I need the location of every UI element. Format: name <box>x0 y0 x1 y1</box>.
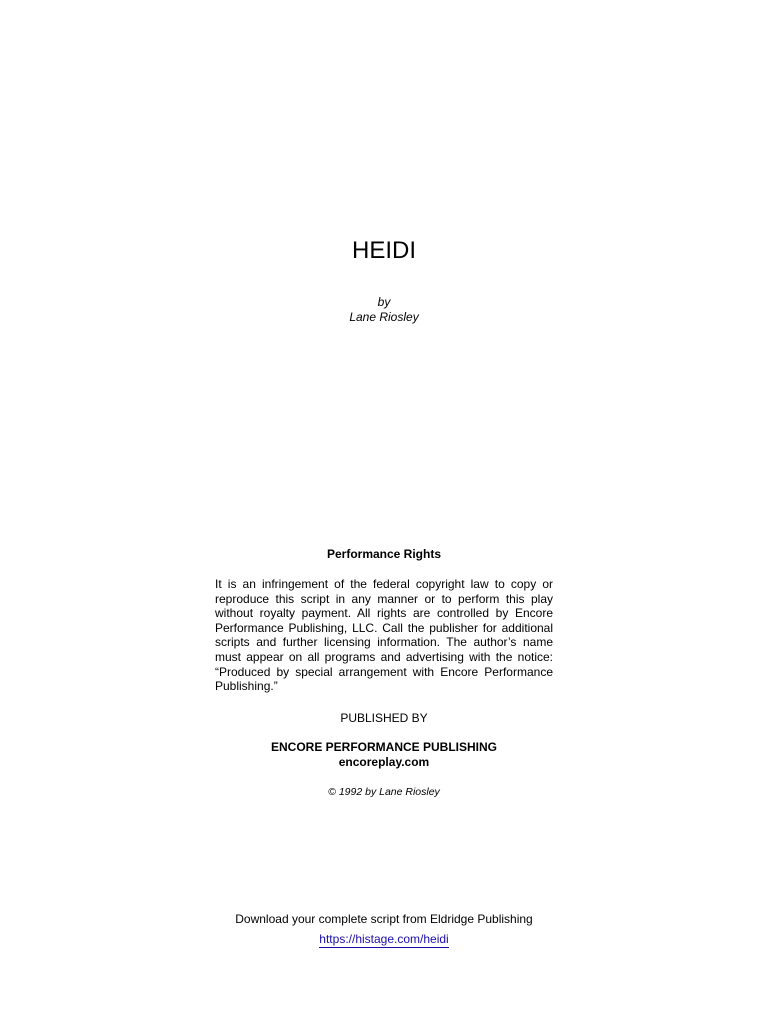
download-text: Download your complete script from Eldridge Publishing <box>235 912 533 926</box>
play-title: HEIDI <box>351 237 416 264</box>
download-link-row <box>0 931 768 947</box>
publisher-website: encoreplay.com <box>338 755 430 769</box>
published-by-label: PUBLISHED BY <box>340 711 428 725</box>
performance-rights-heading: Performance Rights <box>326 547 442 561</box>
byline-by: by <box>377 295 391 309</box>
publisher-name: ENCORE PERFORMANCE PUBLISHING <box>270 740 497 754</box>
author-name: Lane Riosley <box>349 310 419 324</box>
performance-rights-body: It is an infringement of the federal copyright law to copy or reproduce this script in any manner or to perform this play without royalty payment. All rights are controlled by Encore Performance Publishing, LLC. Call the publisher for additional scripts and further licensing information. The author’s name must appear on all programs and advertising with the notice: “Produced by special arrangement with Encore Performance Publishing.” <box>215 577 553 694</box>
script-download-link[interactable]: https://histage.com/heidi <box>319 932 449 946</box>
copyright-notice: © 1992 by Lane Riosley <box>328 786 440 798</box>
